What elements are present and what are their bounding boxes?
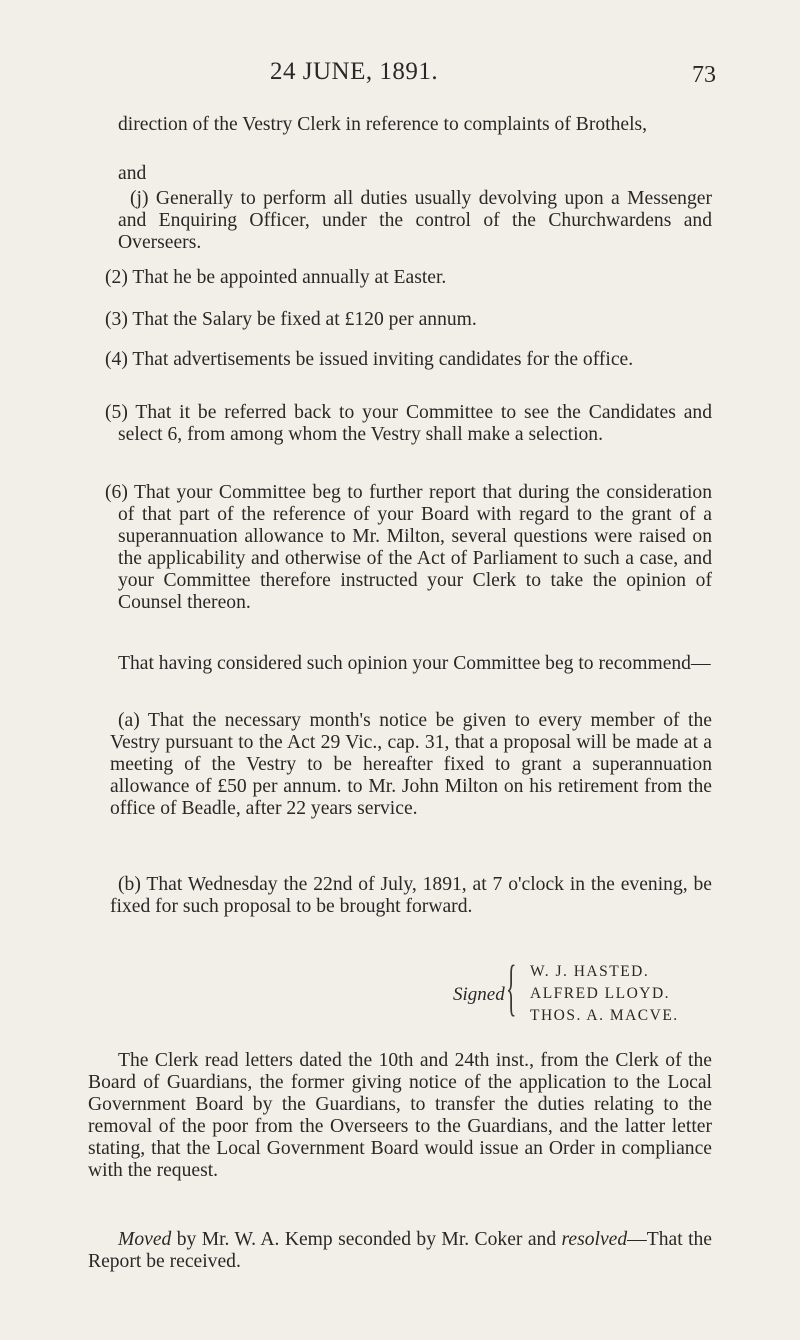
paragraph-3: (3) That the Salary be fixed at £120 per annum.: [105, 309, 477, 330]
signature-block: [450, 956, 770, 1026]
paragraph-clerk-letters: The Clerk read letters dated the 10th and 24th inst., from the Clerk of the Board of Guardians, the former giving notice of the application to the Local Government Board by the Guardians, to transfer the duties relating to the removal of the poor from the Overseers to the Guardians, and the latter letter stating, that the Local Government Board would issue an Order in compliance with the request.: [88, 1050, 712, 1181]
signatory-name: THOS. A. MACVE.: [530, 1007, 679, 1024]
paragraph-5: (5) That it be referred back to your Committee to see the Candidates and select 6, from among whom the Vestry shall make a selection.: [105, 402, 712, 445]
signatory-list: [530, 961, 679, 1027]
paragraph-2: (2) That he be appointed annually at Easter.: [105, 267, 447, 288]
paragraph-j: (j) Generally to perform all duties usually devolving upon a Messenger and Enquiring Officer, under the control of the Churchwardens and Overseers.: [118, 188, 712, 253]
brace-icon: {: [506, 954, 517, 1022]
paragraph-resolution: [88, 1229, 712, 1273]
paragraph-brothels: direction of the Vestry Clerk in reference to complaints of Brothels,: [118, 114, 648, 135]
moved-label: Moved: [118, 1229, 172, 1250]
paragraph-a: (a) That the necessary month's notice be given to every member of the Vestry pursuant to the Act 29 Vic., cap. 31, that a proposal will be made at a meeting of the Vestry to be hereafter fixed to grant a superannuation allowance of £50 per annum. to Mr. John Milton on his retirement from the office of Beadle, after 22 years service.: [110, 710, 712, 819]
resolved-label: resolved: [561, 1229, 628, 1250]
paragraph-b: (b) That Wednesday the 22nd of July, 1891, at 7 o'clock in the evening, be fixed for such proposal to be brought forward.: [110, 874, 712, 917]
paragraph-recommend: That having considered such opinion your Committee beg to recommend—: [118, 653, 711, 674]
moved-text: by Mr. W. A. Kemp seconded by Mr. Coker and: [171, 1229, 562, 1250]
signatory-name: W. J. HASTED.: [530, 963, 650, 980]
paragraph-6: (6) That your Committee beg to further report that during the consideration of that part of the reference of your Board with regard to the grant of a superannuation allowance to Mr. Milton, several questions were raised on the applicability and otherwise of the Act of Parliament to such a case, and your Committee therefore instructed your Clerk to take the opinion of Counsel thereon.: [105, 482, 712, 613]
signed-label: Signed: [453, 984, 505, 1005]
conjunction-and: and: [118, 163, 147, 184]
paragraph-4: (4) That advertisements be issued inviting candidates for the office.: [105, 349, 634, 370]
page-header: [0, 58, 800, 94]
page-title: 24 JUNE, 1891.: [270, 58, 439, 85]
resolved-text: —That the Report be received.: [88, 1229, 713, 1272]
page-number: 73: [692, 62, 716, 88]
signatory-name: ALFRED LLOYD.: [530, 985, 671, 1002]
